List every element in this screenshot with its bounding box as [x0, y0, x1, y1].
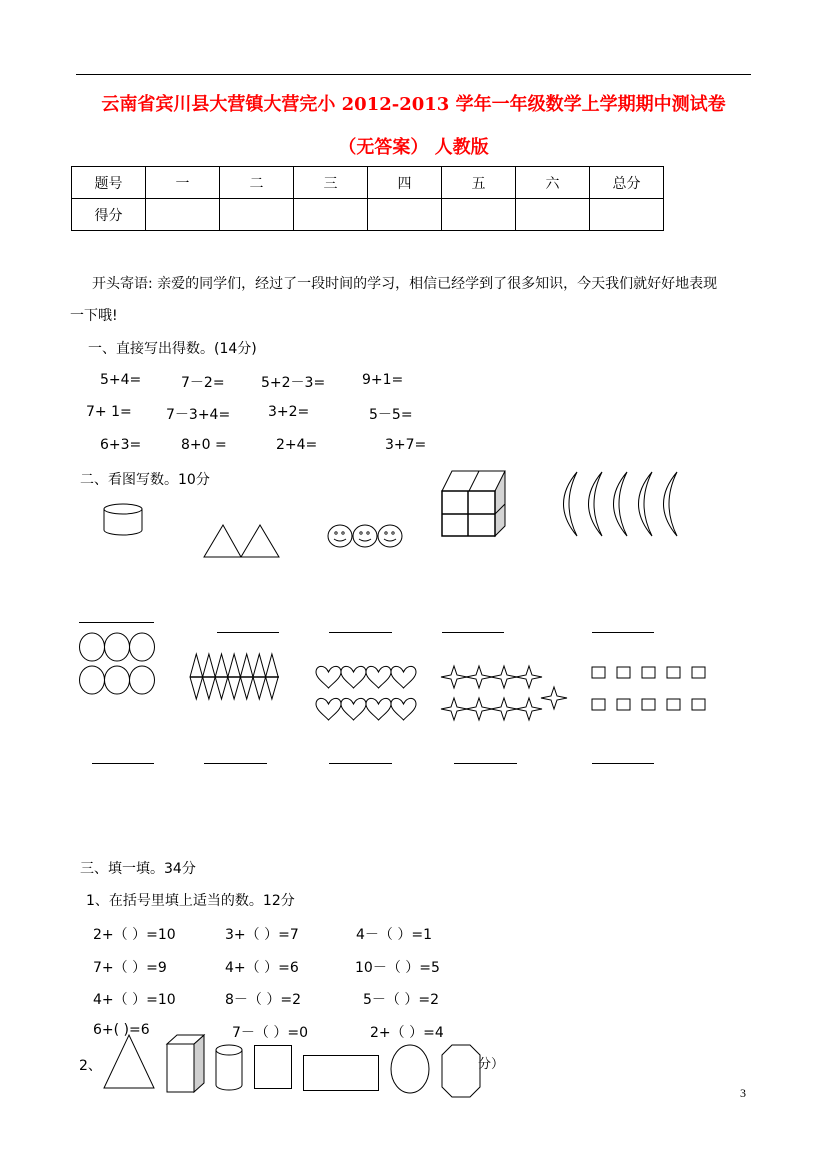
score-header-cell: 六: [516, 167, 590, 199]
four-point-star: [466, 698, 492, 720]
equation: 3+2=: [268, 404, 310, 420]
fill-blank-equation[interactable]: 4－（ ）=1: [356, 927, 432, 943]
heart: [341, 666, 366, 688]
answer-line[interactable]: [592, 632, 654, 633]
score-header-cell: 总分: [590, 167, 664, 199]
triangles-picture: [204, 524, 282, 559]
triangle-shape: [104, 1034, 156, 1090]
octagon-shape: [441, 1044, 483, 1100]
four-point-star: [491, 666, 517, 688]
heart: [366, 698, 391, 720]
score-header-cell: 五: [442, 167, 516, 199]
answer-line[interactable]: [217, 632, 279, 633]
crescent-moon: [614, 472, 628, 536]
intro-line-2: 一下哦!: [70, 308, 118, 324]
section1-heading: 一、直接写出得数。(14分): [88, 341, 257, 357]
heart: [366, 666, 391, 688]
four-point-star: [541, 687, 567, 709]
crescent-moon: [639, 472, 653, 536]
heart: [391, 666, 416, 688]
circles-picture: [79, 633, 155, 695]
crescent-moon: [664, 472, 678, 536]
equation: 5+2－3=: [261, 375, 326, 391]
equation: 9+1=: [362, 372, 404, 388]
fill-blank-equation[interactable]: 8－（ ）=2: [225, 992, 301, 1008]
oval-shape: [390, 1044, 432, 1096]
answer-line[interactable]: [592, 763, 654, 764]
header-rule: [76, 74, 751, 75]
answer-line[interactable]: [92, 763, 154, 764]
squares-picture: [590, 665, 708, 713]
rectangle-shape: [303, 1055, 381, 1093]
fill-blank-equation[interactable]: 7－（ ）=0: [232, 1025, 308, 1041]
small-square: [642, 699, 655, 710]
heart: [316, 666, 341, 688]
fill-blank-equation[interactable]: 3+（ ）=7: [225, 927, 299, 943]
score-header-cell: 四: [368, 167, 442, 199]
equation: 6+3=: [100, 437, 142, 453]
small-square: [642, 667, 655, 678]
small-square: [592, 699, 605, 710]
fill-blank-equation[interactable]: 4+（ ）=10: [93, 992, 176, 1008]
small-square: [617, 699, 630, 710]
answer-line[interactable]: [329, 763, 392, 764]
four-point-stars-picture: [440, 665, 570, 723]
score-cell[interactable]: [368, 199, 442, 231]
four-point-star: [441, 666, 467, 688]
fill-blank-equation[interactable]: 6+( )=6: [93, 1022, 150, 1038]
fill-blank-equation[interactable]: 10－（ ）=5: [355, 960, 440, 976]
fill-blank-equation[interactable]: 4+（ ）=6: [225, 960, 299, 976]
section3-heading: 三、填一填。34分: [80, 861, 196, 877]
score-row-label: 得分: [72, 199, 146, 231]
score-cell[interactable]: [442, 199, 516, 231]
section3-sub2-tail: 分）: [478, 1057, 505, 1072]
score-cell[interactable]: [146, 199, 220, 231]
equation: 3+7=: [385, 437, 427, 453]
smiley-face: [353, 525, 377, 547]
answer-line[interactable]: [454, 763, 517, 764]
fill-blank-equation[interactable]: 2+（ ）=10: [93, 927, 176, 943]
heart: [341, 698, 366, 720]
small-square: [592, 667, 605, 678]
score-header-cell: 一: [146, 167, 220, 199]
answer-line[interactable]: [204, 763, 267, 764]
cylinder-picture: [103, 503, 145, 537]
score-cell[interactable]: [294, 199, 368, 231]
hearts-picture: [316, 665, 418, 723]
smiley-faces-picture: [328, 524, 408, 550]
equation: 7+ 1=: [86, 404, 132, 420]
four-point-star: [516, 698, 542, 720]
score-table-score-row: [72, 199, 664, 231]
score-header-cell: 二: [220, 167, 294, 199]
small-square: [667, 699, 680, 710]
answer-line[interactable]: [79, 622, 154, 623]
four-point-star: [516, 666, 542, 688]
smiley-face: [378, 525, 402, 547]
crescent-moons-picture: [552, 471, 682, 539]
score-cell[interactable]: [590, 199, 664, 231]
smiley-face: [328, 525, 352, 547]
crescent-moon: [589, 472, 603, 536]
four-point-star: [466, 666, 492, 688]
score-table-header-row: [72, 167, 664, 199]
fill-blank-equation[interactable]: 2+（ ）=4: [370, 1025, 444, 1041]
section3-sub1-heading: 1、在括号里填上适当的数。12分: [86, 893, 295, 909]
score-header-cell: 题号: [72, 167, 146, 199]
small-square: [692, 699, 705, 710]
equation: 7－3+4=: [166, 407, 231, 423]
heart: [391, 698, 416, 720]
four-point-star: [491, 698, 517, 720]
equation: 8+0 =: [181, 437, 227, 453]
small-square: [617, 667, 630, 678]
four-point-star: [441, 698, 467, 720]
equation: 7－2=: [181, 375, 225, 391]
small-square: [667, 667, 680, 678]
section2-heading: 二、看图写数。10分: [80, 472, 210, 488]
square-shape: [254, 1045, 294, 1091]
answer-line[interactable]: [329, 632, 392, 633]
heart: [316, 698, 341, 720]
equation: 2+4=: [276, 437, 318, 453]
cuboid-shape: [166, 1034, 206, 1093]
fill-blank-equation[interactable]: 5－（ ）=2: [363, 992, 439, 1008]
page-title: 云南省宾川县大营镇大营完小 2012-2013 学年一年级数学上学期期中测试卷: [101, 94, 726, 115]
small-square: [692, 667, 705, 678]
score-header-cell: 三: [294, 167, 368, 199]
section3-sub2-label: 2、: [79, 1058, 102, 1074]
intro-line-1: 开头寄语: 亲爱的同学们，经过了一段时间的学习，相信已经学到了很多知识，今天我们就好好地表现: [92, 276, 718, 292]
answer-line[interactable]: [442, 632, 504, 633]
equation: 5－5=: [369, 407, 413, 423]
page-number: 3: [740, 1086, 746, 1100]
crescent-moon: [564, 472, 578, 536]
equation: 5+4=: [100, 372, 142, 388]
page-subtitle: （无答案） 人教版: [338, 137, 489, 158]
diamonds-picture: [190, 654, 282, 700]
fill-blank-equation[interactable]: 7+（ ）=9: [93, 960, 167, 976]
score-cell[interactable]: [516, 199, 590, 231]
score-table: [71, 166, 664, 231]
cube-stack-picture: [441, 470, 507, 538]
cylinder-shape: [215, 1044, 245, 1092]
score-cell[interactable]: [220, 199, 294, 231]
